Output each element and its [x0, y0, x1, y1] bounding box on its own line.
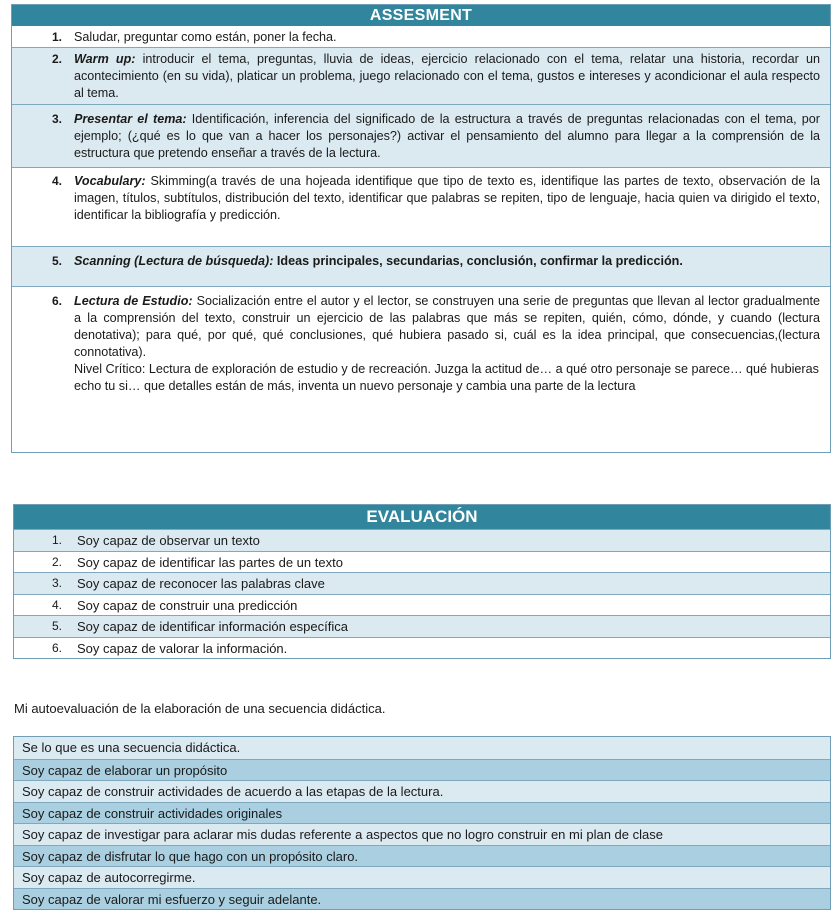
item-number: 1.	[52, 30, 63, 44]
autoevaluacion-table	[13, 736, 831, 910]
item-number: 2.	[52, 52, 63, 66]
item-text: introducir el tema, preguntas, lluvia de ideas, ejercicio relacionado con el tema, relatar una historia, recordar un acontecimiento (en su vida), platicar un problema, juego relacionado con el tema, gustos e intereses y acondicionar el aula respecto al tema.	[74, 52, 820, 100]
evaluacion-item	[14, 594, 830, 616]
evaluacion-item	[14, 615, 830, 637]
evaluacion-item	[14, 551, 830, 573]
autoevaluacion-item: Se lo que es una secuencia didáctica.	[14, 737, 830, 759]
autoevaluacion-item: Soy capaz de disfrutar lo que hago con un propósito claro.	[14, 845, 830, 867]
item-number: 2.	[52, 554, 63, 569]
item-text: Soy capaz de reconocer las palabras clave	[77, 576, 325, 591]
assesment-item-3	[12, 104, 830, 167]
item-text: Soy capaz de identificar las partes de un texto	[77, 554, 343, 570]
assesment-item-2	[12, 47, 830, 104]
item-text: Soy capaz de observar un texto	[77, 533, 260, 548]
evaluacion-table	[13, 504, 831, 659]
item-text: Saludar, preguntar como están, poner la fecha.	[74, 30, 337, 44]
evaluacion-item	[14, 572, 830, 594]
evaluacion-item	[14, 637, 830, 659]
item-text: Soy capaz de identificar información específica	[77, 619, 348, 634]
autoevaluacion-item: Soy capaz de construir actividades de acuerdo a las etapas de la lectura.	[14, 780, 830, 802]
item-number: 3.	[52, 112, 63, 126]
item-label: Lectura de Estudio:	[74, 294, 193, 308]
item-label: Warm up:	[74, 52, 136, 66]
evaluacion-item	[14, 529, 830, 551]
item-label: Presentar el tema:	[74, 112, 187, 126]
item-label: Scanning (Lectura de búsqueda):	[74, 254, 274, 268]
item-text: Identificación, inferencia del significado de la estructura a través de preguntas relacionadas con el tema, por ejemplo; (¿qué es lo que van a hacer los personajes?) activar el pensamiento del alumno para llegar a la comprensión de la estructura que pretendo enseñar a través de la lectura.	[74, 112, 820, 160]
item-text: Soy capaz de construir una predicción	[77, 597, 298, 613]
autoevaluacion-item: Soy capaz de construir actividades originales	[14, 802, 830, 824]
assesment-item-5	[12, 246, 830, 286]
item-number: 6.	[52, 294, 63, 308]
item-number: 3.	[52, 576, 63, 590]
autoevaluacion-item: Soy capaz de autocorregirme.	[14, 866, 830, 888]
evaluacion-title: EVALUACIÓN	[14, 505, 830, 529]
assesment-item-6	[12, 286, 830, 452]
item-text: Skimming(a través de una hojeada identifique que tipo de texto es, identifique las partes de texto, observación de la imagen, títulos, subtítulos, distribución del texto, identificar que palabras se repiten, tipo de lenguaje, hacia quien va dirigido el texto, identificar la bibliografía y predicción.	[74, 174, 820, 222]
item-number: 5.	[52, 619, 63, 633]
autoevaluacion-item: Soy capaz de valorar mi esfuerzo y seguir adelante.	[14, 888, 830, 910]
assesment-item-1	[12, 26, 830, 47]
item-label: Vocabulary:	[74, 174, 146, 188]
item-text: Socialización entre el autor y el lector, se construyen una serie de preguntas que llevan al lector gradualmente a la comprensión del texto, construir un ejercicio de las palabras que más se repiten, quién, cómo, dónde, y cuando (lectura denotativa); para qué, por qué, qué conclusiones, qué hubiera pasado si, cuál es la idea principal, que consecuencias,(lectura connotativa).	[74, 294, 820, 359]
autoevaluacion-item: Soy capaz de elaborar un propósito	[14, 759, 830, 781]
item-number: 5.	[52, 254, 63, 268]
assesment-title: ASSESMENT	[12, 5, 830, 26]
assesment-item-4	[12, 167, 830, 246]
autoevaluacion-item: Soy capaz de investigar para aclarar mis dudas referente a aspectos que no logro construir en mi plan de clase	[14, 823, 830, 845]
autoevaluacion-title: Mi autoevaluación de la elaboración de una secuencia didáctica.	[14, 701, 386, 716]
item-text: Soy capaz de valorar la información.	[77, 640, 288, 656]
assesment-table	[11, 4, 831, 453]
item-text: Ideas principales, secundarias, conclusión, confirmar la predicción.	[273, 254, 683, 268]
item-number: 6.	[52, 640, 63, 655]
item-number: 4.	[52, 597, 63, 612]
item-number: 4.	[52, 174, 63, 188]
item-number: 1.	[52, 533, 63, 547]
item-extra-text: Nivel Crítico: Lectura de exploración de estudio y de recreación. Juzga la actitud de… a qué otro personaje se parece… qué hubieras echo tu si… que detalles están de más, inventa un nuevo personaje y cambia una parte de la lectura	[74, 362, 819, 393]
